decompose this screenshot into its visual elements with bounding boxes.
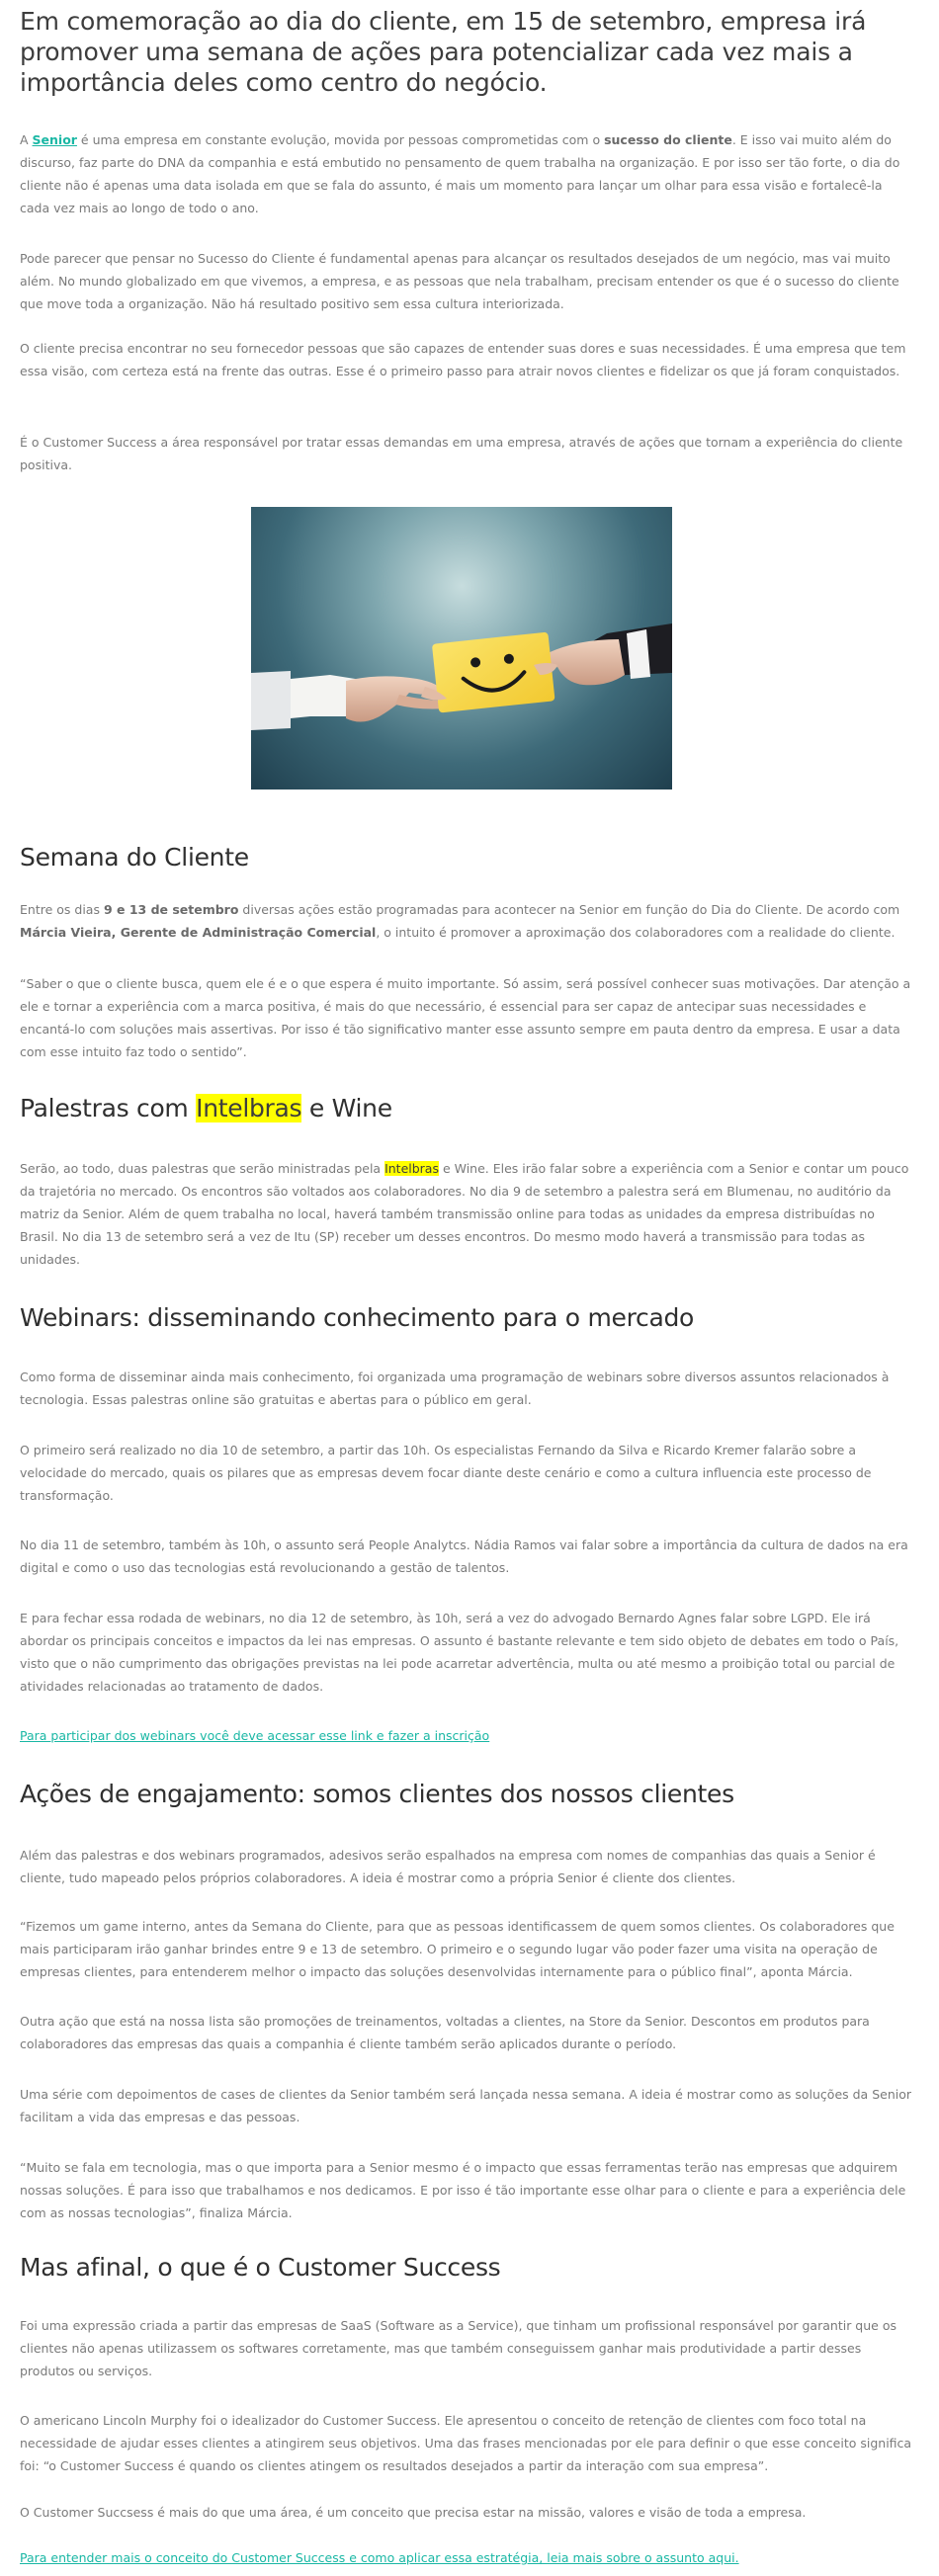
text: Palestras com bbox=[20, 1094, 197, 1122]
cs-link-paragraph bbox=[20, 2546, 914, 2569]
cs-paragraph-2: O americano Lincoln Murphy foi o idealizador do Customer Success. Ele apresentou o conceito de retenção de clientes com foco total na necessidade de ajudar esses clientes a atingirem seus objetivos. Uma das frases mencionadas por ele para definir o que esse conceito significa foi: “o Customer Success é quando os clientes atingem os resultados desejados a partir da interação com sua empresa”. bbox=[20, 2413, 912, 2473]
heading-customer-success: Mas afinal, o que é o Customer Success bbox=[20, 2253, 501, 2282]
text: e Wine. Eles irão falar sobre a experiência com a Senior e contar um pouco da trajetória no mercado. Os encontros são voltados aos colaboradores. No dia 9 de setembro a palestra será em Blumenau, no auditório da matriz da Senior. Além de quem trabalha no local, haverá também transmissão online para todas as unidades da empresa distribuídas no Brasil. No dia 13 de setembro será a vez de Itu (SP) receber um desses encontros. Do mesmo modo haverá a transmissão para todas as unidades. bbox=[20, 1161, 909, 1267]
bold-text: Márcia Vieira, Gerente de Administração Comercial bbox=[20, 925, 377, 940]
heading-palestras bbox=[20, 1093, 914, 1124]
text: Entre os dias bbox=[20, 902, 104, 917]
webinars-signup-link[interactable]: Para participar dos webinars você deve acessar esse link e fazer a inscrição bbox=[20, 1728, 490, 1743]
webinars-paragraph-2: O primeiro será realizado no dia 10 de setembro, a partir das 10h. Os especialistas Fernando da Silva e Ricardo Kremer falarão sobre a velocidade do mercado, quais os pilares que as empresas devem focar diante deste cenário e como a cultura influencia este processo de transformação. bbox=[20, 1443, 872, 1503]
hero-image bbox=[251, 507, 672, 789]
acoes-paragraph-5: “Muito se fala em tecnologia, mas o que importa para a Senior mesmo é o impacto que essas ferramentas terão nas empresas que adquirem nossas soluções. É para isso que trabalhamos e nos dedicamos. E por isso é tão importante esse olhar para o cliente e para a experiência dele com as nossas tecnologias”, finaliza Márcia. bbox=[20, 2160, 906, 2220]
webinars-paragraph-4: E para fechar essa rodada de webinars, no dia 12 de setembro, às 10h, será a vez do advogado Bernardo Agnes falar sobre LGPD. Ele irá abordar os principais conceitos e impactos da lei nas empresas. O assunto é bastante relevante e tem sido objeto de debates em todo o País, visto que o não cumprimento das obrigações previstas na lei pode acarretar advertência, multa ou até mesmo a proibição total ou parcial de atividades relacionadas ao tratamento de dados. bbox=[20, 1611, 899, 1694]
text: , o intuito é promover a aproximação dos colaboradores com a realidade do cliente. bbox=[376, 925, 896, 940]
semana-paragraph-2: “Saber o que o cliente busca, quem ele é e o que espera é muito importante. Só assim, será possível conhecer suas motivações. Dar atenção a ele e tornar a experiência com a marca positiva, é mais do que necessário, é essencial para ser capaz de antecipar suas necessidades e encantá-lo com soluções mais assertivas. Por isso é tão significativo manter esse assunto sempre em pauta dentro da empresa. E usar a data com esse intuito faz todo o sentido”. bbox=[20, 976, 911, 1059]
webinars-paragraph-3: No dia 11 de setembro, também às 10h, o assunto será People Analytcs. Nádia Ramos vai falar sobre a importância da cultura de dados na era digital e como o uso das tecnologias está revolucionando a gestão de talentos. bbox=[20, 1537, 908, 1575]
text: diversas ações estão programadas para acontecer na Senior em função do Dia do Cliente. De acordo com bbox=[238, 902, 900, 917]
webinars-link-paragraph bbox=[20, 1724, 914, 1747]
text: e Wine bbox=[301, 1094, 392, 1122]
cs-paragraph-3: O Customer Succsess é mais do que uma área, é um conceito que precisa estar na missão, valores e visão de toda a empresa. bbox=[20, 2505, 807, 2520]
heading-semana-do-cliente: Semana do Cliente bbox=[20, 843, 249, 872]
bold-text: 9 e 13 de setembro bbox=[103, 902, 239, 917]
webinars-paragraph-1: Como forma de disseminar ainda mais conhecimento, foi organizada uma programação de webinars sobre diversos assuntos relacionados à tecnologia. Essas palestras online são gratuitas e abertas para o público em geral. bbox=[20, 1370, 890, 1407]
article bbox=[20, 0, 914, 2565]
text: Serão, ao todo, duas palestras que serão ministradas pela bbox=[20, 1161, 385, 1176]
cs-paragraph-1: Foi uma expressão criada a partir das empresas de SaaS (Software as a Service), que tinham um profissional responsável por garantir que os clientes não apenas utilizassem os softwares corretamente, mas que também conseguissem ganhar mais produtividade a partir desses produtos ou serviços. bbox=[20, 2318, 896, 2378]
smiley-card-photo bbox=[251, 507, 672, 789]
text: A bbox=[20, 132, 33, 147]
heading-acoes-engajamento: Ações de engajamento: somos clientes dos nossos clientes bbox=[20, 1780, 734, 1808]
intro-paragraph-2: Pode parecer que pensar no Sucesso do Cliente é fundamental apenas para alcançar os resultados desejados de um negócio, mas vai muito além. No mundo globalizado em que vivemos, a empresa, e as pessoas que nela trabalham, precisam entender os que é o sucesso do cliente que move toda a organização. Não há resultado positivo sem essa cultura interiorizada. bbox=[20, 251, 899, 311]
text: . E isso vai muito além do discurso, faz parte do DNA da companhia e está embutido no pensamento de quem trabalha na organização. E por isso ser tão forte, o dia do cliente não é apenas uma data isolada em que se fala do assunto, é mais um momento para lançar um olhar para essa visão e fortalecê-la cada vez mais ao longo de todo o ano. bbox=[20, 132, 900, 215]
intro-paragraph-4: É o Customer Success a área responsável por tratar essas demandas em uma empresa, através de ações que tornam a experiência do cliente positiva. bbox=[20, 435, 903, 472]
semana-paragraph-1 bbox=[20, 898, 914, 944]
intro-paragraph-1 bbox=[20, 128, 914, 219]
acoes-paragraph-2: “Fizemos um game interno, antes da Semana do Cliente, para que as pessoas identificassem de quem somos clientes. Os colaboradores que mais participaram irão ganhar brindes entre 9 e 13 de setembro. O primeiro e o segundo lugar vão poder fazer uma visita na operação de empresas clientes, para entenderem melhor o impacto das soluções desenvolvidas internamente para o público final”, aponta Márcia. bbox=[20, 1919, 895, 1979]
customer-success-link[interactable]: Para entender mais o conceito do Customer Success e como aplicar essa estratégia, leia mais sobre o assunto aqui. bbox=[20, 2550, 739, 2565]
senior-link[interactable]: Senior bbox=[32, 132, 77, 147]
acoes-paragraph-3: Outra ação que está na nossa lista são promoções de treinamentos, voltadas a clientes, na Store da Senior. Descontos em produtos para colaboradores das empresas das quais a companhia é cliente também serão aplicados durante o período. bbox=[20, 2014, 870, 2051]
highlight-text: Intelbras bbox=[384, 1161, 439, 1176]
acoes-paragraph-4: Uma série com depoimentos de cases de clientes da Senior também será lançada nessa semana. A ideia é mostrar como as soluções da Senior facilitam a vida das empresas e das pessoas. bbox=[20, 2087, 912, 2124]
palestras-paragraph bbox=[20, 1157, 914, 1271]
article-title: Em comemoração ao dia do cliente, em 15 de setembro, empresa irá promover uma semana de ações para potencializar cada vez mais a importância deles como centro do negócio. bbox=[20, 7, 867, 97]
acoes-paragraph-1: Além das palestras e dos webinars programados, adesivos serão espalhados na empresa com nomes de companhias das quais a Senior é cliente, tudo mapeado pelos próprios colaboradores. A ideia é mostrar como a própria Senior é cliente dos clientes. bbox=[20, 1848, 876, 1885]
text: é uma empresa em constante evolução, movida por pessoas comprometidas com o bbox=[76, 132, 605, 147]
highlight-text: Intelbras bbox=[196, 1094, 302, 1122]
bold-text: sucesso do cliente bbox=[604, 132, 732, 147]
intro-paragraph-3: O cliente precisa encontrar no seu fornecedor pessoas que são capazes de entender suas dores e suas necessidades. É uma empresa que tem essa visão, com certeza está na frente das outras. Esse é o primeiro passo para atrair novos clientes e fidelizar os que já foram conquistados. bbox=[20, 341, 906, 378]
heading-webinars: Webinars: disseminando conhecimento para o mercado bbox=[20, 1303, 695, 1332]
